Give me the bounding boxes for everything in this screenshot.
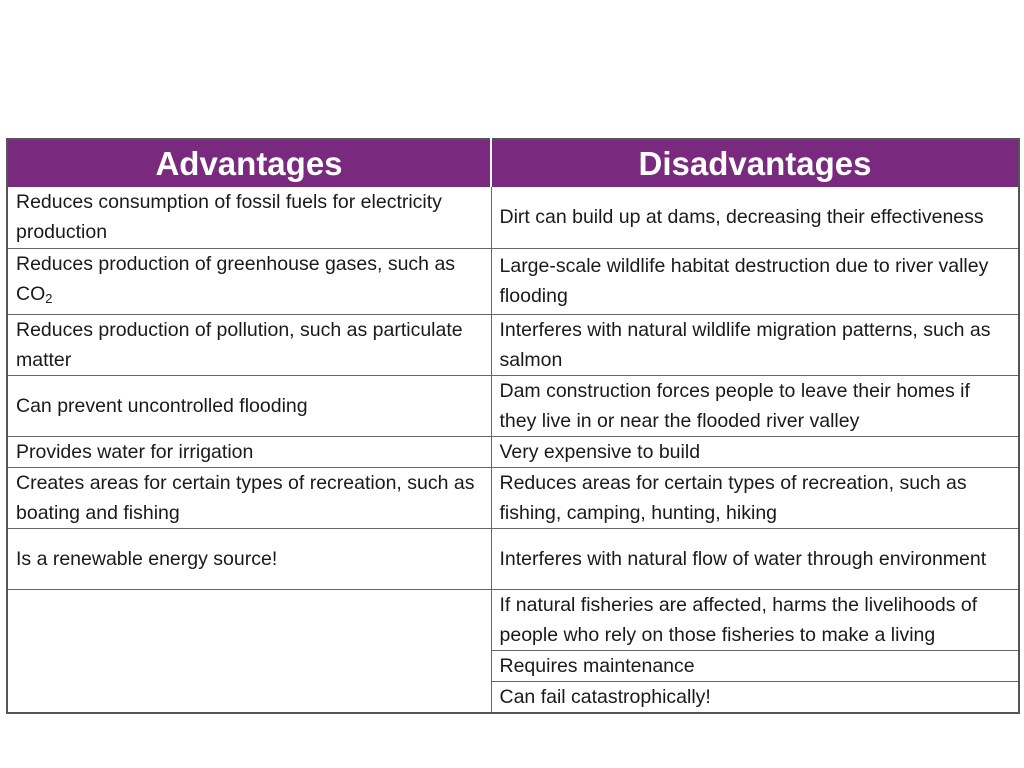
disadvantage-cell: Requires maintenance: [491, 650, 1019, 681]
disadvantage-cell: Interferes with natural wildlife migration patterns, such as salmon: [491, 314, 1019, 375]
disadvantages-header: Disadvantages: [491, 139, 1019, 187]
table-row: [7, 248, 1019, 314]
advantage-cell: Is a renewable energy source!: [7, 528, 491, 589]
disadvantage-cell: Interferes with natural flow of water through environment: [491, 528, 1019, 589]
disadvantage-cell: Very expensive to build: [491, 436, 1019, 467]
table-row: [7, 589, 1019, 650]
advantage-cell: Reduces production of pollution, such as particulate matter: [7, 314, 491, 375]
advantages-disadvantages-table: [6, 138, 1020, 714]
advantage-cell: Can prevent uncontrolled flooding: [7, 375, 491, 436]
advantage-text: Reduces production of greenhouse gases, such as CO: [16, 252, 456, 305]
advantage-cell: Provides water for irrigation: [7, 436, 491, 467]
disadvantage-cell: Reduces areas for certain types of recreation, such as fishing, camping, hunting, hiking: [491, 467, 1019, 528]
table-row: [7, 314, 1019, 375]
disadvantage-cell: Large-scale wildlife habitat destruction due to river valley flooding: [491, 248, 1019, 314]
subscript-text: 2: [45, 290, 53, 306]
advantage-cell: Reduces consumption of fossil fuels for electricity production: [7, 187, 491, 248]
header-row: [7, 139, 1019, 187]
table-row: [7, 467, 1019, 528]
table-row: [7, 375, 1019, 436]
table-row: [7, 528, 1019, 589]
disadvantage-cell: Can fail catastrophically!: [499, 685, 711, 708]
disadvantage-cell: If natural fisheries are affected, harms the livelihoods of people who rely on those fisheries to make a living: [491, 589, 1019, 650]
comparison-table-container: [6, 138, 1018, 714]
advantages-header: Advantages: [7, 139, 491, 187]
advantage-cell: [7, 248, 491, 314]
advantage-cell: Creates areas for certain types of recreation, such as boating and fishing: [7, 467, 491, 528]
advantage-empty-cell: [7, 589, 491, 713]
table-row: [7, 187, 1019, 248]
disadvantage-cell: Dirt can build up at dams, decreasing their effectiveness: [491, 187, 1019, 248]
table-row: [7, 436, 1019, 467]
disadvantage-cell: Dam construction forces people to leave their homes if they live in or near the flooded river valley: [491, 375, 1019, 436]
